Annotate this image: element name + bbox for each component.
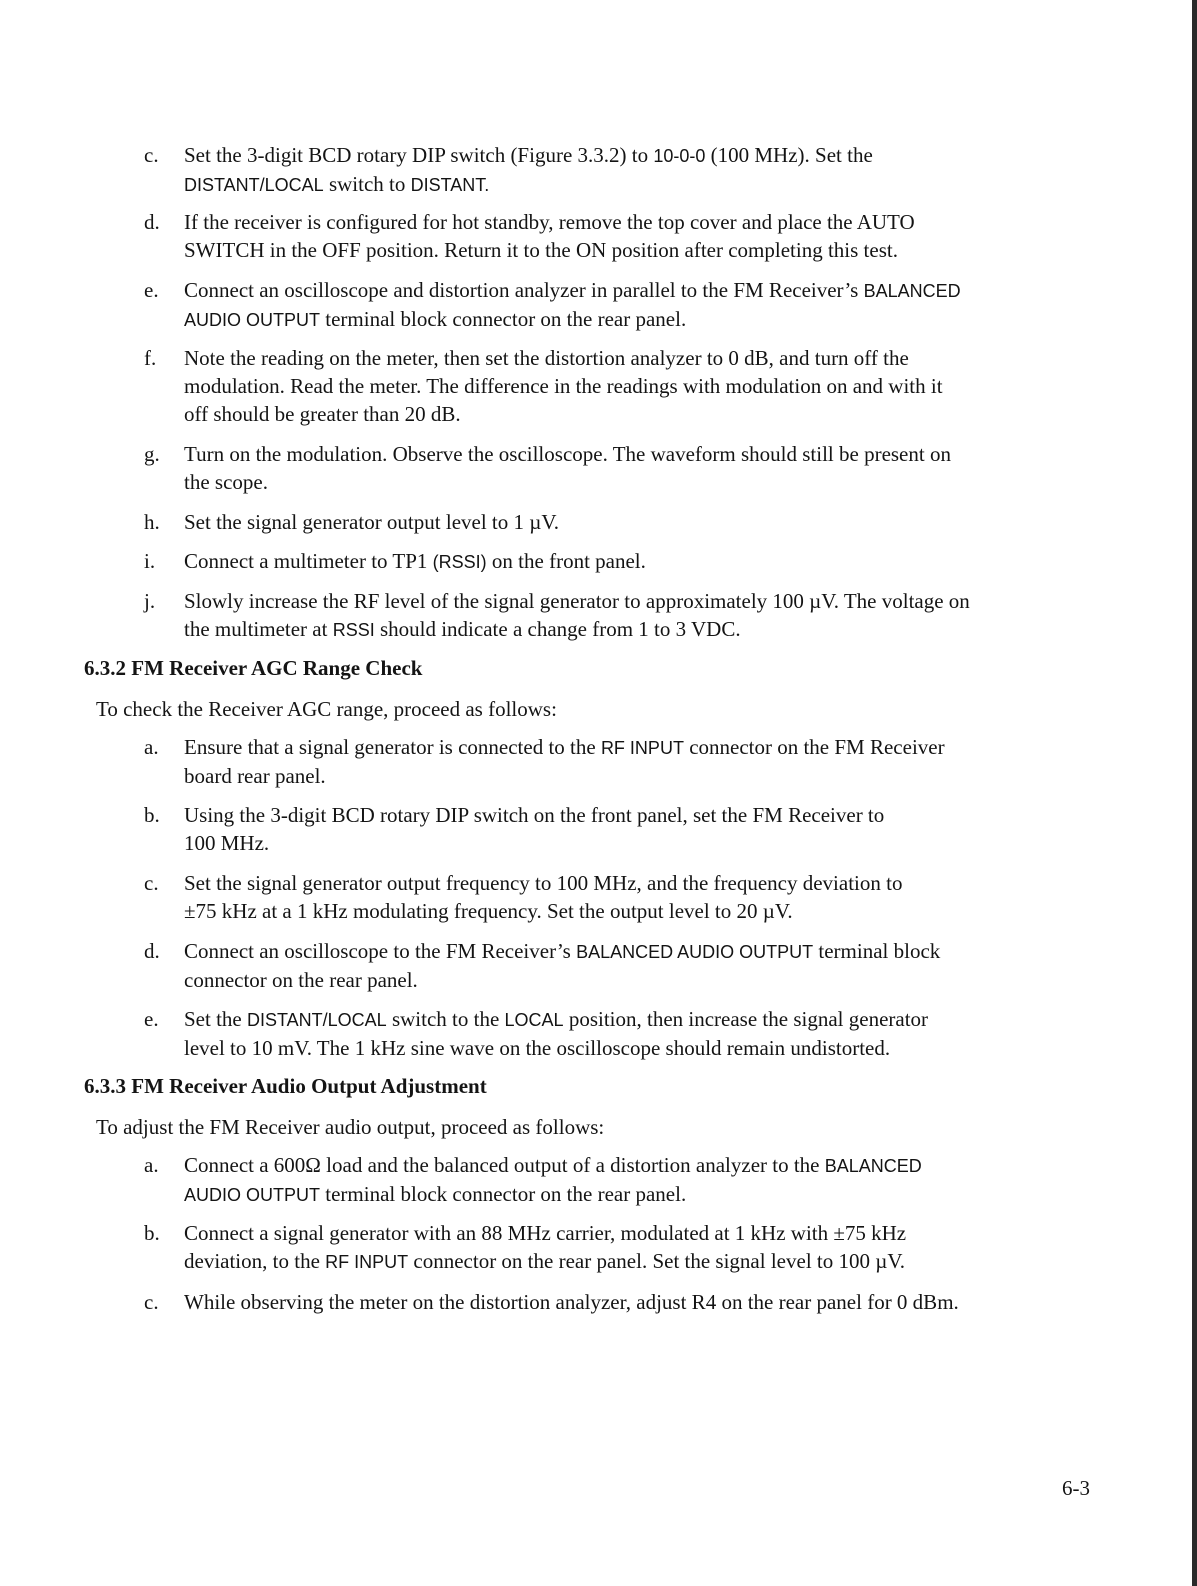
step-text-run: Connect a multimeter to TP1: [184, 549, 433, 573]
step-marker: d.: [144, 939, 160, 963]
procedure-step: [144, 869, 1104, 925]
step-text: [184, 208, 1104, 264]
step-marker: c.: [144, 143, 159, 167]
procedure-step: [144, 937, 1104, 994]
procedure-step: [144, 547, 1104, 576]
step-text-run: terminal block: [813, 939, 941, 963]
control-label: DISTANT.: [410, 175, 490, 195]
step-text-run: Connect an oscilloscope and distortion analyzer in parallel to the FM Receiver’s: [184, 278, 864, 302]
step-text-run: 100 MHz.: [184, 831, 270, 855]
step-marker: c.: [144, 871, 159, 895]
step-text-run: Set the: [184, 1007, 247, 1031]
step-text-run: terminal block connector on the rear panel.: [320, 307, 687, 331]
step-text-run: board rear panel.: [184, 764, 326, 788]
step-text: [184, 937, 1104, 994]
step-marker: c.: [144, 1290, 159, 1314]
step-text: [184, 1151, 1104, 1209]
page-number: 6-3: [1062, 1476, 1090, 1500]
step-text-run: (100 MHz). Set the: [705, 143, 873, 167]
step-text-run: the scope.: [184, 470, 268, 494]
step-text-run: ±75 kHz at a 1 kHz modulating frequency. Set the output level to 20 µV.: [184, 899, 793, 923]
step-marker: f.: [144, 346, 157, 370]
control-label: RSSI: [332, 620, 375, 640]
control-label: LOCAL: [504, 1010, 564, 1030]
step-text-run: Set the 3-digit BCD rotary DIP switch (Figure 3.3.2) to: [184, 143, 654, 167]
section-intro-6-3-3: To adjust the FM Receiver audio output, proceed as follows:: [96, 1115, 605, 1139]
step-text-run: Set the signal generator output level to 1 µV.: [184, 510, 560, 534]
step-marker: e.: [144, 1007, 159, 1031]
procedure-step: [144, 508, 1104, 536]
step-text-run: Connect a signal generator with an 88 MHz carrier, modulated at 1 kHz with ±75 kHz: [184, 1221, 907, 1245]
control-label: DISTANT/LOCAL: [247, 1010, 387, 1030]
procedure-step: [144, 276, 1104, 334]
procedure-step: [144, 801, 1104, 857]
step-text: [184, 508, 1104, 536]
step-text-run: Slowly increase the RF level of the signal generator to approximately 100 µV. The voltage on: [184, 589, 970, 613]
step-marker: b.: [144, 1221, 160, 1245]
step-text-run: Set the signal generator output frequency to 100 MHz, and the frequency deviation to: [184, 871, 903, 895]
procedure-step: [144, 440, 1104, 496]
scan-edge: [1192, 0, 1197, 1586]
step-text: [184, 1005, 1104, 1062]
step-text-run: While observing the meter on the distortion analyzer, adjust R4 on the rear panel for 0 dBm.: [184, 1290, 959, 1314]
control-label: DISTANT/LOCAL: [184, 175, 324, 195]
step-text-run: If the receiver is configured for hot standby, remove the top cover and place the AUTO: [184, 210, 915, 234]
control-label: AUDIO OUTPUT: [184, 310, 321, 330]
step-text: [184, 1288, 1104, 1316]
step-text: [184, 276, 1104, 334]
step-marker: i.: [144, 549, 156, 573]
procedure-step: [144, 1288, 1104, 1316]
step-marker: j.: [144, 589, 156, 613]
step-text: [184, 141, 1104, 199]
step-text: [184, 440, 1104, 496]
step-text: [184, 587, 1104, 644]
step-text-run: the multimeter at: [184, 617, 333, 641]
section-heading-6-3-3: 6.3.3 FM Receiver Audio Output Adjustment: [84, 1074, 487, 1098]
step-text-run: modulation. Read the meter. The difference in the readings with modulation on and with it: [184, 374, 943, 398]
control-label: 10-0-0: [653, 146, 706, 166]
step-text-run: Note the reading on the meter, then set the distortion analyzer to 0 dB, and turn off the: [184, 346, 909, 370]
step-text: [184, 733, 1104, 790]
control-label: BALANCED: [824, 1156, 922, 1176]
step-marker: a.: [144, 1153, 159, 1177]
procedure-step: [144, 1219, 1104, 1276]
step-marker: h.: [144, 510, 160, 534]
procedure-step: [144, 1005, 1104, 1062]
step-text-run: SWITCH in the OFF position. Return it to the ON position after completing this test.: [184, 238, 898, 262]
step-text-run: switch to: [323, 172, 411, 196]
step-text-run: switch to the: [386, 1007, 505, 1031]
step-text-run: connector on the FM Receiver: [683, 735, 945, 759]
step-text-run: position, then increase the signal generator: [563, 1007, 929, 1031]
step-text-run: should indicate a change from 1 to 3 VDC.: [374, 617, 741, 641]
procedure-step: [144, 1151, 1104, 1209]
control-label: BALANCED: [863, 281, 961, 301]
control-label: AUDIO OUTPUT: [184, 1185, 321, 1205]
step-text: [184, 801, 1104, 857]
step-text-run: deviation, to the: [184, 1249, 326, 1273]
procedure-step: [144, 141, 1104, 199]
step-text-run: connector on the rear panel.: [184, 968, 418, 992]
step-text-run: Connect a 600Ω load and the balanced output of a distortion analyzer to the: [184, 1153, 825, 1177]
step-marker: a.: [144, 735, 159, 759]
procedure-step: [144, 344, 1104, 428]
step-text-run: level to 10 mV. The 1 kHz sine wave on the oscilloscope should remain undistorted.: [184, 1036, 891, 1060]
step-text-run: off should be greater than 20 dB.: [184, 402, 461, 426]
step-marker: b.: [144, 803, 160, 827]
step-text-run: Turn on the modulation. Observe the oscilloscope. The waveform should still be present on: [184, 442, 951, 466]
step-text-run: on the front panel.: [486, 549, 646, 573]
procedure-step: [144, 208, 1104, 264]
procedure-step: [144, 733, 1104, 790]
control-label: RF INPUT: [600, 738, 684, 758]
control-label: (RSSI): [432, 552, 487, 572]
step-text-run: Connect an oscilloscope to the FM Receiver’s: [184, 939, 577, 963]
step-marker: g.: [144, 442, 160, 466]
section-heading-6-3-2: 6.3.2 FM Receiver AGC Range Check: [84, 656, 423, 680]
step-text-run: Ensure that a signal generator is connected to the: [184, 735, 601, 759]
step-marker: d.: [144, 210, 160, 234]
control-label: BALANCED AUDIO OUTPUT: [576, 942, 814, 962]
step-text-run: Using the 3-digit BCD rotary DIP switch on the front panel, set the FM Receiver to: [184, 803, 885, 827]
step-text-run: connector on the rear panel. Set the signal level to 100 µV.: [408, 1249, 906, 1273]
procedure-step: [144, 587, 1104, 644]
step-text-run: terminal block connector on the rear panel.: [320, 1182, 687, 1206]
control-label: RF INPUT: [325, 1252, 409, 1272]
step-text: [184, 547, 1104, 576]
step-text: [184, 1219, 1104, 1276]
step-marker: e.: [144, 278, 159, 302]
step-text: [184, 869, 1104, 925]
section-intro-6-3-2: To check the Receiver AGC range, proceed as follows:: [96, 697, 557, 721]
step-text: [184, 344, 1104, 428]
